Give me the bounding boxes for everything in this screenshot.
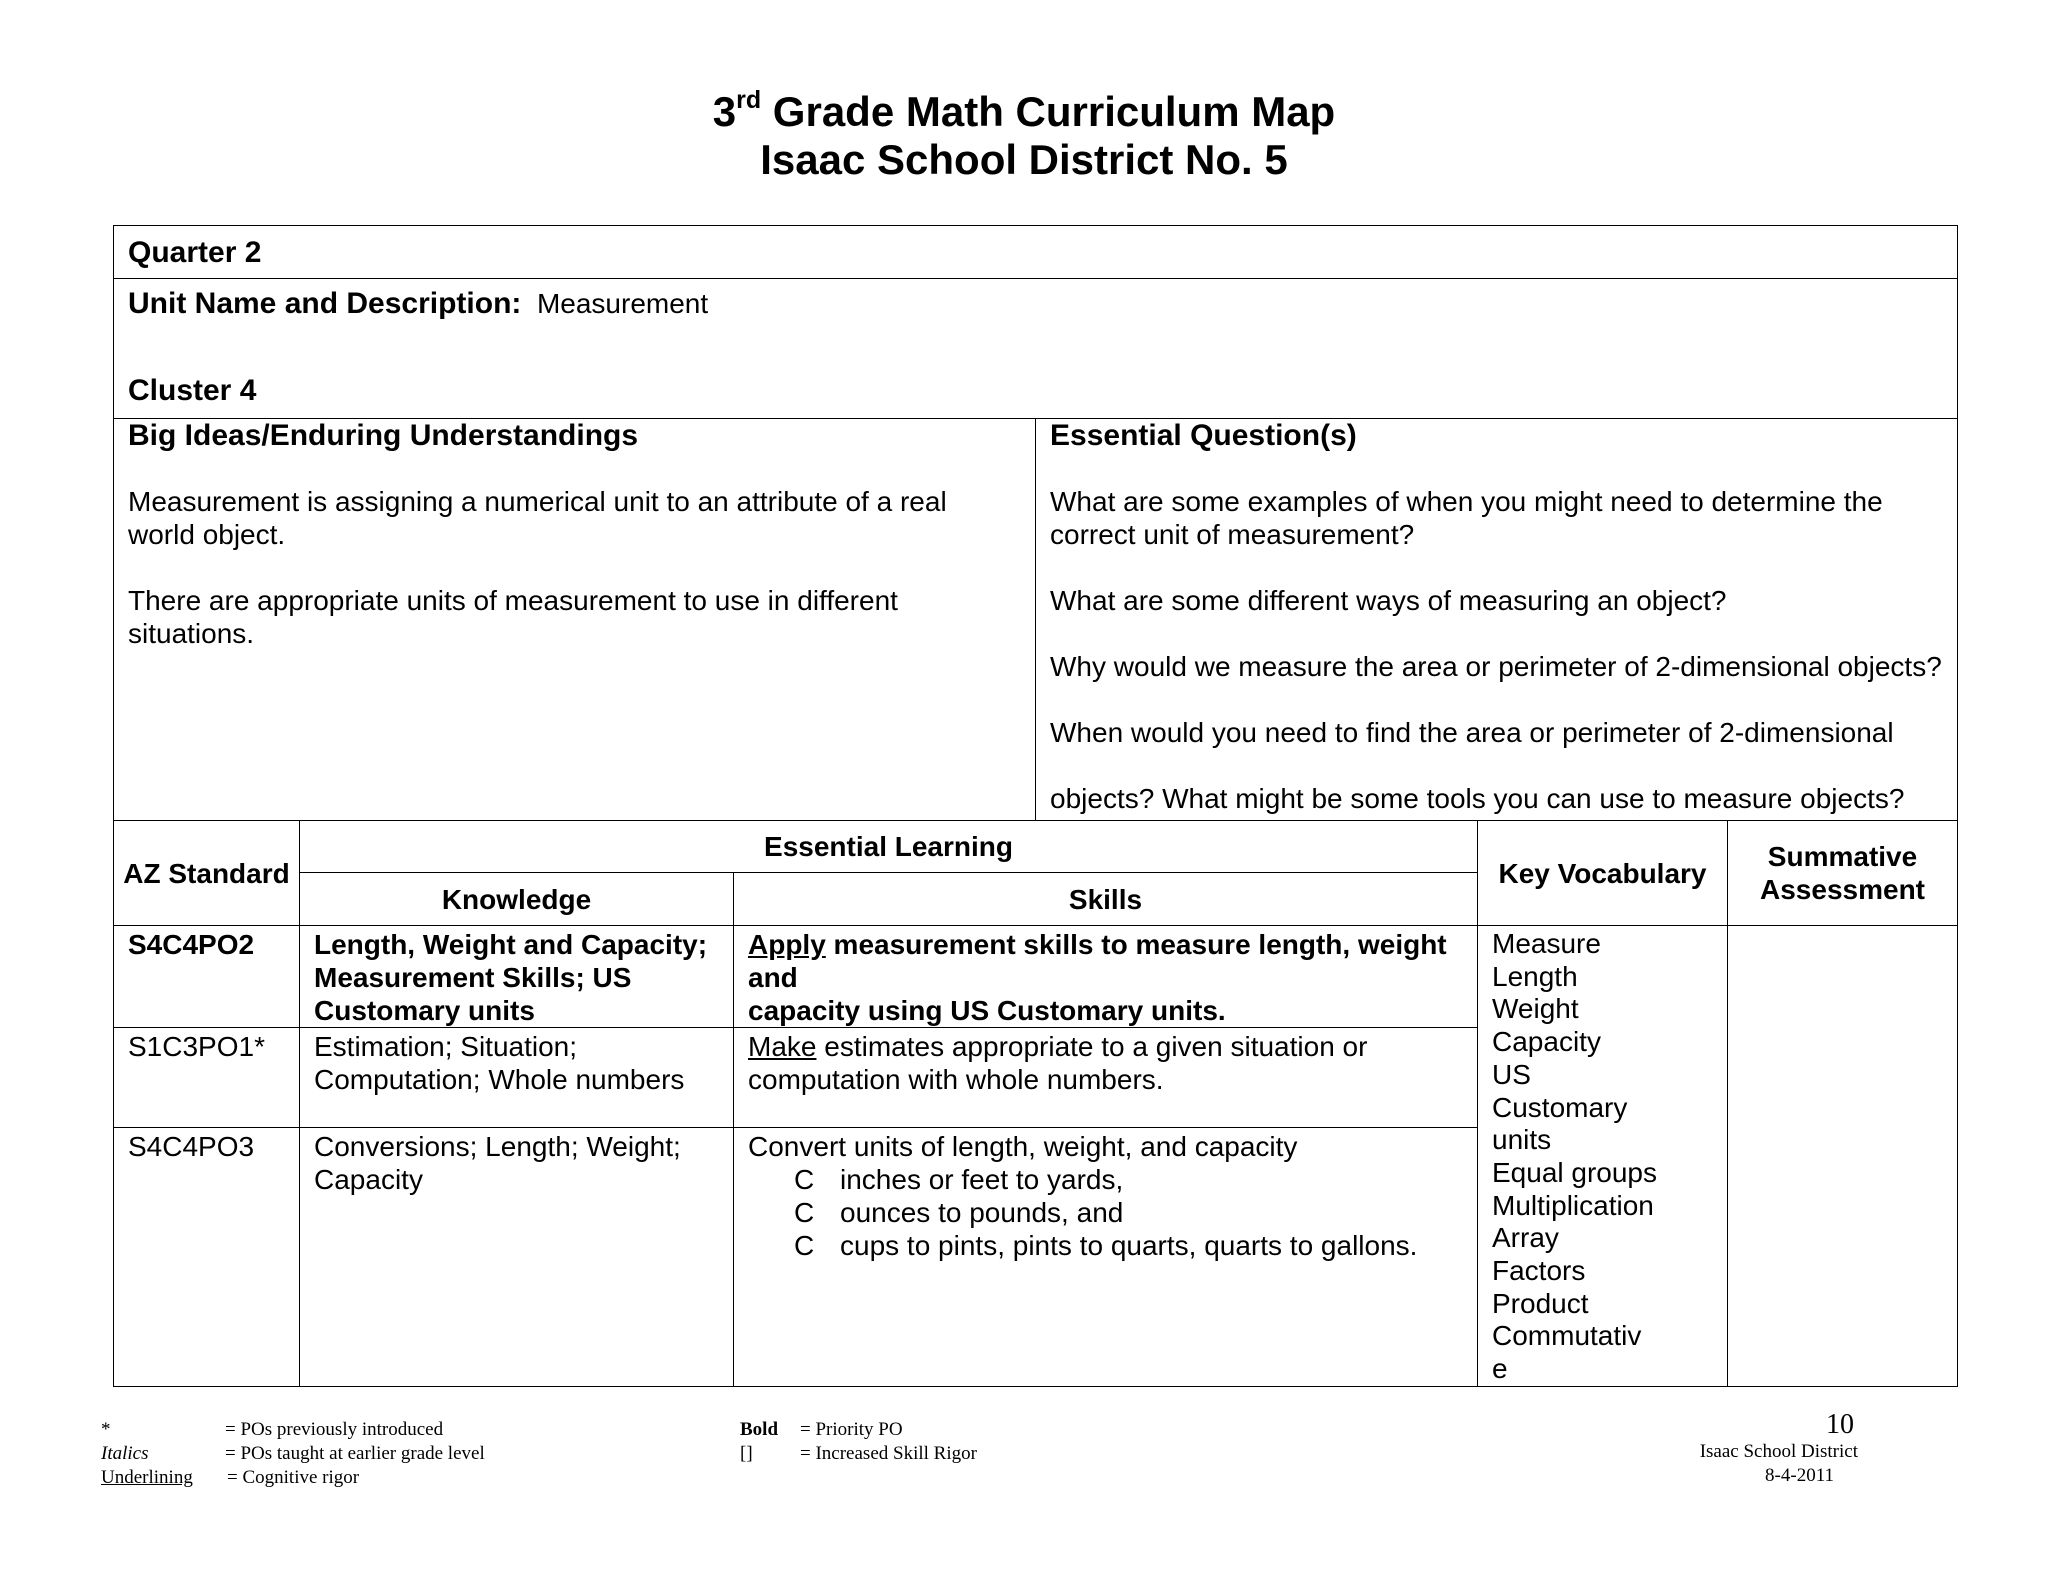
list-item	[794, 1163, 1463, 1196]
essential-question: Why would we measure the area or perimeter of 2-dimensional objects?	[1050, 651, 1942, 682]
unit-row	[114, 279, 1958, 419]
grade-suffix: rd	[736, 86, 762, 114]
bullet-marker: C	[794, 1164, 815, 1195]
knowledge-cell: Length, Weight and Capacity; Measurement Skills; US Customary units	[300, 926, 734, 1028]
bullet-text: cups to pints, pints to quarts, quarts to gallons.	[840, 1230, 1418, 1261]
vocab-term: Weight	[1492, 993, 1579, 1025]
essential-questions-heading: Essential Question(s)	[1050, 419, 1357, 452]
district-name: Isaac School District	[1699, 1441, 1858, 1462]
list-item	[794, 1229, 1463, 1262]
big-ideas-heading: Big Ideas/Enduring Understandings	[128, 419, 639, 452]
legend-left	[101, 1418, 485, 1490]
quarter-row	[114, 226, 1958, 279]
title-line-1	[0, 88, 2048, 136]
essential-learning-header: Essential Learning	[300, 821, 1478, 873]
skills-header: Skills	[734, 873, 1478, 926]
cluster-label: Cluster 4	[128, 374, 257, 407]
quarter-label: Quarter 2	[128, 235, 262, 269]
legend-item	[740, 1442, 977, 1466]
legend-symbol: Bold	[740, 1419, 779, 1440]
vocab-term: units	[1492, 1124, 1552, 1156]
az-standard-header: AZ Standard	[114, 821, 300, 926]
big-idea-paragraph: Measurement is assigning a numerical unit to an attribute of a real world object.	[128, 486, 947, 550]
vocab-term: Length	[1492, 960, 1578, 992]
big-idea-paragraph: There are appropriate units of measurement to use in different situations.	[128, 585, 898, 649]
legend-meaning: = Priority PO	[800, 1419, 903, 1440]
legend-symbol: Italics	[101, 1443, 149, 1464]
vocab-term: Measure	[1492, 928, 1601, 959]
unit-label: Unit Name and Description:	[128, 287, 522, 320]
essential-question: What are some different ways of measuring an object?	[1050, 585, 1727, 616]
skill-text: measurement skills to measure length, weight and	[748, 929, 1447, 993]
legend-meaning: = POs taught at earlier grade level	[225, 1443, 485, 1464]
bullet-marker: C	[794, 1197, 815, 1228]
legend-middle	[740, 1418, 977, 1466]
bullet-marker: C	[794, 1230, 815, 1261]
conversion-list	[748, 1163, 1463, 1262]
vocab-term: Customary	[1492, 1091, 1628, 1123]
bullet-text: inches or feet to yards,	[840, 1164, 1124, 1195]
standard-code: S1C3PO1*	[114, 1028, 300, 1128]
skill-verb: Make	[748, 1031, 817, 1062]
table-row	[114, 926, 1958, 1028]
vocab-term: Factors	[1492, 1255, 1586, 1287]
knowledge-cell: Conversions; Length; Weight; Capacity	[300, 1128, 734, 1387]
standard-code: S4C4PO3	[114, 1128, 300, 1387]
vocab-term: Commutativ	[1492, 1320, 1642, 1352]
curriculum-table	[113, 225, 1958, 1387]
bullet-text: ounces to pounds, and	[840, 1197, 1124, 1228]
skills-cell	[734, 1028, 1478, 1128]
vocab-term: e	[1492, 1353, 1508, 1385]
vocab-term: Capacity	[1492, 1026, 1601, 1058]
standard-code: S4C4PO2	[114, 926, 300, 1028]
summative-assessment-cell	[1728, 926, 1958, 1387]
list-item	[794, 1196, 1463, 1229]
skills-cell	[734, 926, 1478, 1028]
essential-question: What are some examples of when you might need to determine the correct unit of measurement?	[1050, 486, 1883, 550]
vocab-term: Equal groups	[1492, 1156, 1658, 1188]
skills-cell	[734, 1128, 1478, 1387]
legend-symbol: Underlining	[101, 1467, 193, 1488]
key-vocabulary-header: Key Vocabulary	[1478, 821, 1728, 926]
big-ideas-cell	[114, 419, 1036, 821]
skill-text: estimates appropriate to a given situation or computation with whole numbers.	[748, 1031, 1368, 1095]
title-text: Grade Math Curriculum Map	[761, 88, 1336, 135]
legend-symbol: []	[740, 1443, 753, 1464]
legend-meaning: = POs previously introduced	[225, 1419, 444, 1440]
grade-number: 3	[712, 88, 737, 135]
legend-meaning: = Increased Skill Rigor	[800, 1443, 977, 1464]
essential-question: When would you need to find the area or perimeter of 2-dimensional	[1050, 717, 1894, 748]
essential-questions-cell	[1036, 419, 1958, 821]
knowledge-cell: Estimation; Situation; Computation; Whole numbers	[300, 1028, 734, 1128]
summative-assessment-header: Summative Assessment	[1728, 821, 1958, 926]
skill-text: Convert units of length, weight, and capacity	[748, 1131, 1298, 1162]
page-number: 10	[1826, 1409, 1854, 1440]
skill-text-line2: capacity using US Customary units.	[748, 995, 1226, 1026]
legend-symbol: *	[101, 1419, 111, 1440]
unit-value: Measurement	[536, 288, 709, 319]
legend-item	[740, 1418, 977, 1442]
title-line-2: Isaac School District No. 5	[760, 136, 1288, 183]
vocab-term: Product	[1492, 1287, 1589, 1319]
key-vocabulary-cell	[1478, 926, 1728, 1387]
vocab-term: Array	[1492, 1222, 1559, 1254]
knowledge-header: Knowledge	[300, 873, 734, 926]
legend-item	[101, 1466, 485, 1490]
essential-question: objects? What might be some tools you can use to measure objects?	[1050, 783, 1905, 814]
vocab-term: Multiplication	[1492, 1189, 1654, 1221]
understandings-row	[114, 419, 1958, 821]
vocab-term: US	[1492, 1058, 1531, 1090]
header-row-1	[114, 821, 1958, 873]
skill-verb: Apply	[748, 929, 826, 960]
revision-date: 8-4-2011	[1765, 1465, 1834, 1486]
footer-right	[1700, 1410, 1858, 1488]
legend-meaning: = Cognitive rigor	[227, 1467, 360, 1488]
legend-item	[101, 1442, 485, 1466]
page-title	[0, 88, 2048, 184]
legend-item	[101, 1418, 485, 1442]
